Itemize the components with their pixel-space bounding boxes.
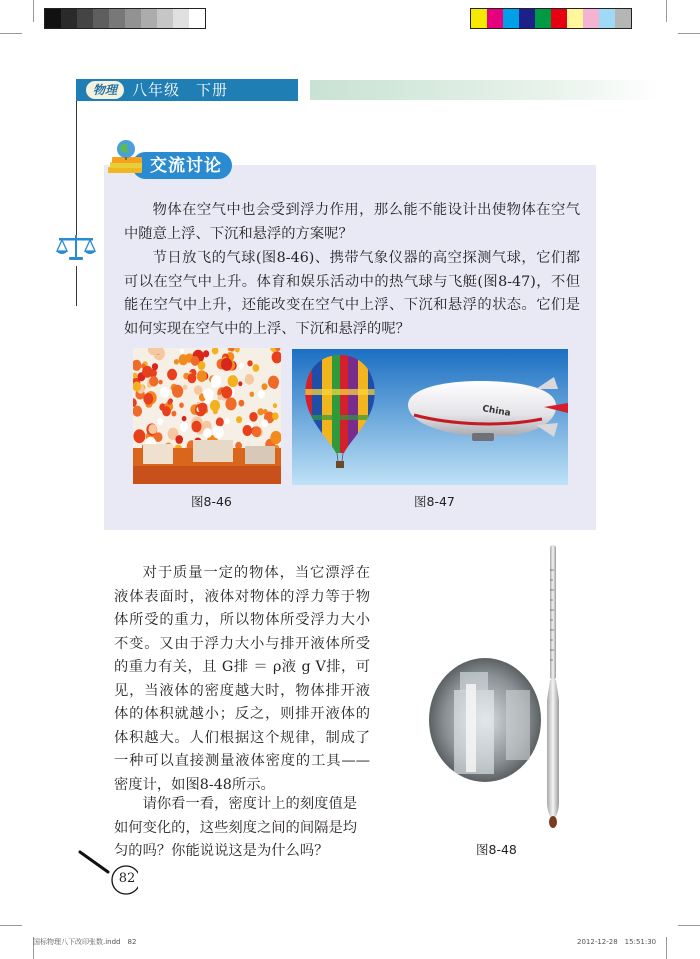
body-paragraph-question: 请你看一看，密度计上的刻度值是如何变化的，这些刻度之间的间隔是均匀的吗？你能说说这是为什么吗？ <box>114 796 358 859</box>
balloon-shape <box>182 416 187 421</box>
balloon-shape <box>210 400 220 412</box>
balloon-shape <box>272 412 279 420</box>
gray-swatch <box>189 9 205 28</box>
balloon-shape <box>253 364 260 372</box>
balloon-shape <box>228 375 238 387</box>
margin-rule <box>76 101 77 239</box>
balloon-shape <box>245 374 254 385</box>
margin-rule <box>76 266 77 306</box>
balloon-shape <box>171 411 176 417</box>
balloon-shape <box>252 426 261 437</box>
subject-badge: 物理 <box>86 81 124 99</box>
crop-mark <box>0 925 22 926</box>
balloon-shape <box>268 376 279 389</box>
grayscale-calibration-bar <box>44 8 206 29</box>
figure-46-caption: 图8-46 <box>191 494 232 509</box>
festival-balloons-photo <box>133 348 281 484</box>
balloon-shape <box>262 383 268 390</box>
balloon-shape <box>160 387 169 398</box>
balloon-shape <box>249 412 257 422</box>
hot-air-balloon-and-airship-photo <box>292 349 568 485</box>
balloon-shape <box>175 435 183 444</box>
balloon-shape <box>180 349 184 354</box>
balloon-shape <box>148 424 157 434</box>
balloon-shape <box>183 385 188 390</box>
balloon-shape <box>221 386 232 398</box>
print-file-info: 国标物理八下改印张数.indd 82 <box>33 938 137 946</box>
balloon-shape <box>174 359 179 365</box>
discussion-paragraph-2: 节日放飞的气球(图8-46)、携带气象仪器的高空探测气球，它们都可以在空气中上升。体育和娱乐活动中的热气球与飞艇(图8-47)，不但能在空气中上升，还能改变在空气中上浮、下沉和悬浮的状态。它们是如何实现在空气中的上浮、下沉和悬浮的呢？ <box>124 250 580 337</box>
color-swatch <box>599 9 615 28</box>
balloon-shape <box>167 400 172 405</box>
balloon-shape <box>250 392 255 397</box>
balloon-shape <box>203 388 213 400</box>
balloon-shape <box>188 373 197 383</box>
balloon-shape <box>180 422 188 432</box>
balloon-shape <box>213 426 224 439</box>
balloon-shape <box>179 354 188 365</box>
balloon-shape <box>273 403 277 408</box>
balloon-shape <box>149 376 158 387</box>
balloon-shape <box>203 428 212 438</box>
gray-swatch <box>125 9 141 28</box>
balloon-shape <box>194 385 202 395</box>
header-gradient-strip <box>310 80 660 100</box>
color-swatch <box>535 9 551 28</box>
gray-swatch <box>173 9 189 28</box>
balloon-shape <box>179 403 184 408</box>
crop-mark <box>666 937 667 959</box>
print-timestamp: 2012-12-28 15:51:30 <box>577 938 657 946</box>
body-paragraph-density-meter: 对于质量一定的物体，当它漂浮在液体表面时，液体对物体的浮力等于物体所受的重力，所以物体所受浮力大小不变。又由于浮力大小与排开液体所受的重力有关，且 G排 ＝ ρ液 g V排，可见，当液体的密度越大时，物体排开液体的体积就越小；反之，则排开液体的体积越大。人们根据这个规律，制成了一种可以直接测量液体密度的工具——密度计，如图8-48所示。 <box>114 565 370 793</box>
balloon-shape <box>167 369 177 380</box>
balloon-shape <box>261 419 268 427</box>
gray-swatch <box>61 9 77 28</box>
crop-mark <box>678 33 700 34</box>
balloon-shape <box>247 360 252 366</box>
balloon-shape <box>238 381 242 386</box>
balloon-shape <box>133 429 145 443</box>
airship-lettering: China <box>481 404 512 419</box>
page-number: 82 <box>118 871 136 886</box>
crop-mark <box>0 33 22 34</box>
balloon-shape <box>191 356 200 366</box>
book-title: 八年级 下册 <box>132 81 229 99</box>
balloon-shape <box>143 393 153 405</box>
balloon-shape <box>239 400 245 407</box>
color-swatch <box>615 9 631 28</box>
hydrometer-figure <box>420 540 580 840</box>
figure-48-caption: 图8-48 <box>476 842 517 857</box>
color-swatch <box>503 9 519 28</box>
gray-swatch <box>45 9 61 28</box>
balloon-shape <box>191 421 201 433</box>
balloon-shape <box>243 425 253 436</box>
gray-swatch <box>157 9 173 28</box>
balloon-shape <box>159 380 163 385</box>
crop-mark <box>666 0 667 22</box>
balloon-shape <box>225 418 231 424</box>
balloon-shape <box>198 403 207 414</box>
balloon-shape <box>257 408 263 415</box>
gray-swatch <box>109 9 125 28</box>
color-swatch <box>551 9 567 28</box>
crop-mark <box>678 925 700 926</box>
color-swatch <box>487 9 503 28</box>
globe-books-icon <box>104 137 148 181</box>
balloon-shape <box>239 363 244 369</box>
balance-scale-icon <box>55 233 97 263</box>
color-swatch <box>567 9 583 28</box>
balloon-shape <box>221 358 232 371</box>
balloon-shape <box>216 417 224 426</box>
balloon-shape <box>152 363 158 370</box>
color-swatch <box>471 9 487 28</box>
gray-swatch <box>93 9 109 28</box>
balloon-shape <box>197 370 207 382</box>
balloon-shape <box>142 366 152 378</box>
gray-swatch <box>141 9 157 28</box>
balloon-shape <box>162 406 171 416</box>
balloon-shape <box>211 375 221 387</box>
color-calibration-bar <box>470 8 632 29</box>
balloon-shape <box>225 397 236 410</box>
figure-47-caption: 图8-47 <box>414 494 455 509</box>
balloon-shape <box>172 385 183 398</box>
discussion-label: 交流讨论 <box>150 156 222 176</box>
discussion-paragraph-1: 物体在空气中也会受到浮力作用，那么能不能设计出使物体在空气中随意上浮、下沉和悬浮的方案呢？ <box>124 202 580 242</box>
color-swatch <box>519 9 535 28</box>
color-swatch <box>583 9 599 28</box>
gray-swatch <box>77 9 93 28</box>
crop-mark <box>33 0 34 22</box>
balloon-shape <box>157 418 163 425</box>
balloon-shape <box>258 390 265 398</box>
balloon-shape <box>236 416 242 423</box>
